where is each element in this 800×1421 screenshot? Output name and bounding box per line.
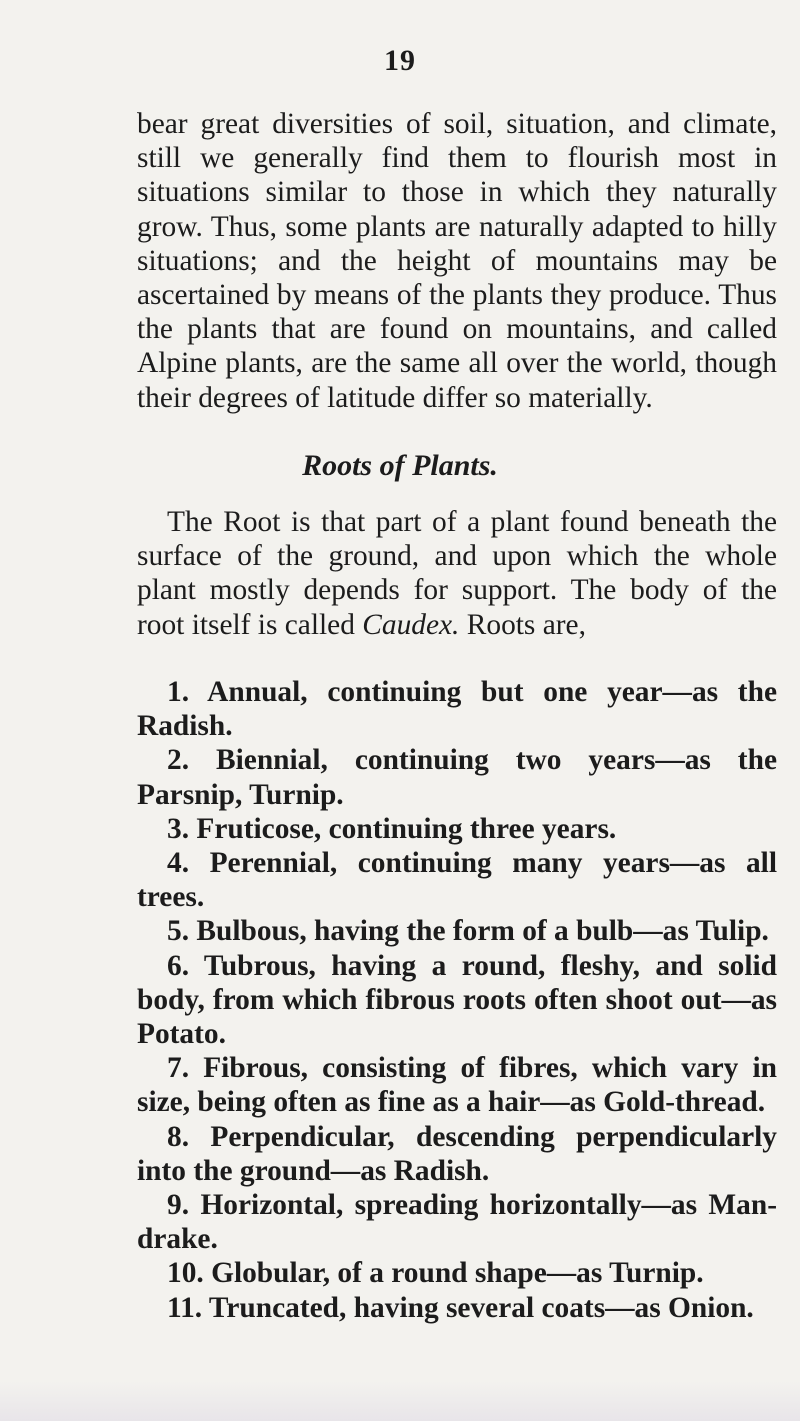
list-item: 10. Globular, of a round shape—as Turnip.: [167, 1257, 704, 1290]
list-item: 7. Fibrous, consisting of fibres, which vary in size, being often as fine as a hair—as Gold-thread.: [137, 1052, 777, 1119]
list-item: 9. Horizontal, spreading horizontally—as Man-drake.: [137, 1189, 777, 1256]
section-heading: Roots of Plants.: [302, 449, 498, 482]
list-item: 4. Perennial, continuing many years—as all trees.: [137, 847, 777, 914]
list-item: 8. Perpendicular, descending perpendicularly into the ground—as Radish.: [137, 1120, 777, 1187]
list-item: 5. Bulbous, having the form of a bulb—as Tulip.: [167, 915, 769, 948]
root-definition-paragraph: [137, 505, 777, 642]
list-item: 6. Tubrous, having a round, fleshy, and solid body, from which fibrous roots often shoot out—as Potato.: [137, 949, 777, 1051]
list-item: 2. Biennial, continuing two years—as the Parsnip, Turnip.: [137, 744, 777, 811]
intro-paragraph: [137, 107, 777, 415]
root-definition-tail: Roots are,: [459, 608, 586, 641]
root-definition-text: [137, 505, 777, 642]
list-item: 11. Truncated, having several coats—as Onion.: [167, 1291, 754, 1324]
page-edge-shading: [0, 1381, 800, 1421]
list-item: 3. Fruticose, continuing three years.: [167, 812, 617, 845]
root-types-list: [137, 675, 777, 1325]
caudex-term: Caudex.: [362, 608, 460, 641]
page-number: 19: [384, 44, 416, 77]
root-definition-lead: The Root is that part of a plant found beneath the surface of the ground, and upon which the whole plant mostly depends for support. The body of the root itself is called: [137, 506, 777, 641]
intro-paragraph-text: bear great diversities of soil, situation, and climate, still we generally find them to flourish most in situations similar to those in which they naturally grow. Thus, some plants are naturally adapted to hilly situations; and the height of mountains may be ascertained by means of the plants they produce. Thus the plants that are found on mountains, and called Alpine plants, are the same all over the world, though their degrees of latitude differ so materially.: [137, 108, 777, 414]
list-item: 1. Annual, continuing but one year—as the Radish.: [137, 676, 777, 743]
